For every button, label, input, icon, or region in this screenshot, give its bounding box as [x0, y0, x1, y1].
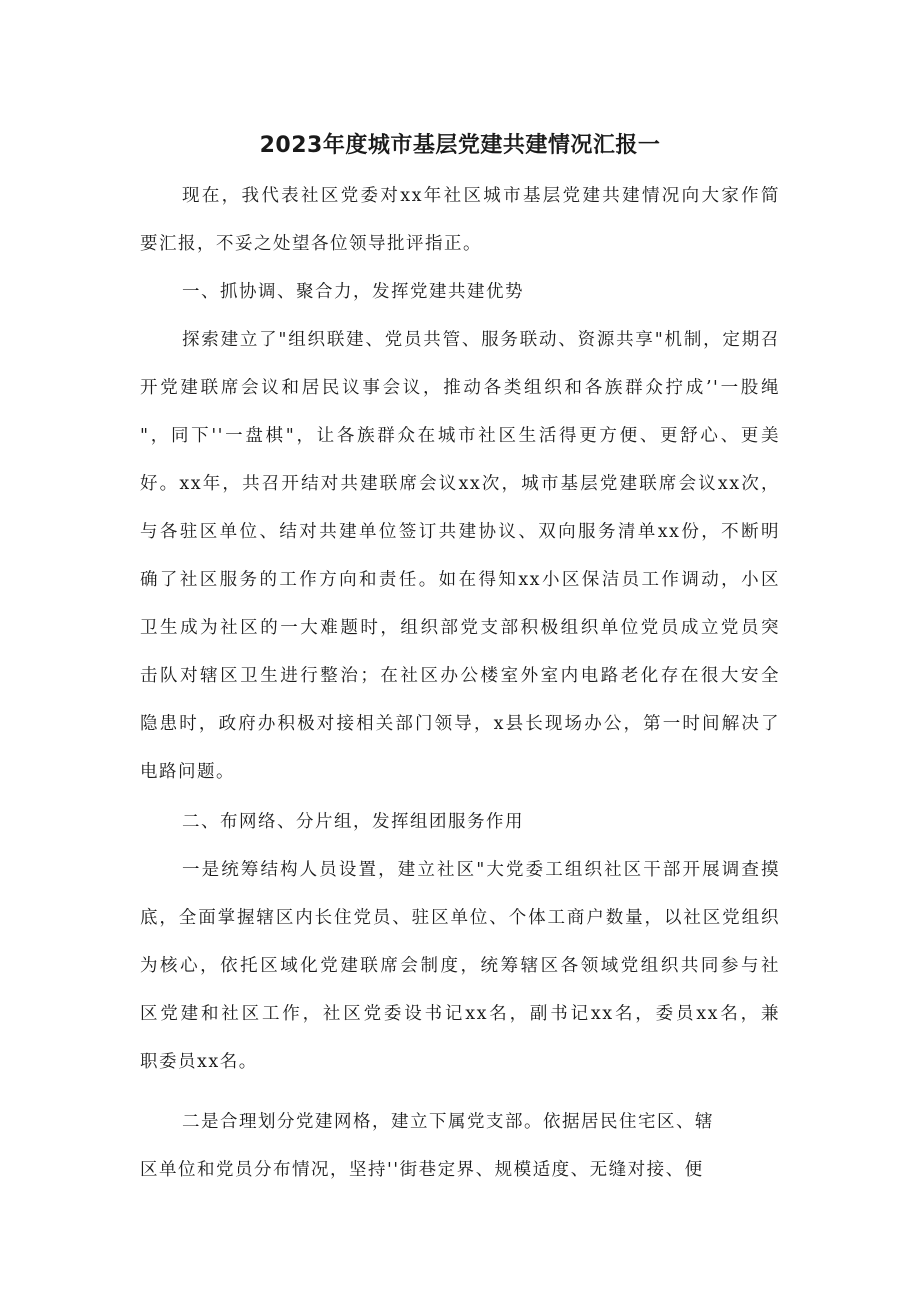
- paragraph-line: 底，全面掌握辖区内长住党员、驻区单位、个体工商户数量，以社区党组织: [140, 908, 780, 928]
- document-title: 2023年度城市基层党建共建情况汇报一: [259, 133, 661, 158]
- paragraph-line: 击队对辖区卫生进行整治；在社区办公楼室外室内电路老化存在很大安全: [140, 666, 780, 686]
- paragraph-line: 与各驻区单位、结对共建单位签订共建协议、双向服务清单xx份，不断明: [140, 522, 780, 542]
- paragraph-line: 隐患时，政府办积极对接相关部门领导，x县长现场办公，第一时间解决了: [140, 714, 780, 734]
- paragraph-line: 好。xx年，共召开结对共建联席会议xx次，城市基层党建联席会议xx次，: [140, 474, 780, 494]
- paragraph-line: 一是统筹结构人员设置，建立社区"大党委工组织社区干部开展调查摸: [182, 860, 780, 880]
- paragraph-line: "，同下''一盘棋"，让各族群众在城市社区生活得更方便、更舒心、更美: [140, 426, 780, 446]
- paragraph-line: 确了社区服务的工作方向和责任。如在得知xx小区保洁员工作调动，小区: [140, 570, 780, 590]
- paragraph-line: 二是合理划分党建网格，建立下属党支部。依据居民住宅区、辖: [182, 1112, 714, 1132]
- paragraph-line: 卫生成为社区的一大难题时，组织部党支部积极组织单位党员成立党员突: [140, 618, 780, 638]
- paragraph-line: 开党建联席会议和居民议事会议，推动各类组织和各族群众拧成’'一股绳: [140, 378, 780, 398]
- paragraph-line: 要汇报，不妥之处望各位领导批评指正。: [140, 234, 482, 254]
- paragraph-line: 电路问题。: [140, 762, 235, 782]
- paragraph-line: 为核心，依托区域化党建联席会制度，统筹辖区各领域党组织共同参与社: [140, 956, 780, 976]
- section-heading: 二、布网络、分片组，发挥组团服务作用: [182, 812, 524, 832]
- paragraph-line: 区党建和社区工作，社区党委设书记xx名，副书记xx名，委员xx名，兼: [140, 1004, 780, 1024]
- section-heading: 一、抓协调、聚合力，发挥党建共建优势: [182, 282, 524, 302]
- paragraph-line: 现在，我代表社区党委对xx年社区城市基层党建共建情况向大家作简: [182, 186, 780, 206]
- paragraph-line: 职委员xx名。: [140, 1052, 258, 1072]
- paragraph-line: 探索建立了"组织联建、党员共管、服务联动、资源共享"机制，定期召: [182, 330, 780, 350]
- paragraph-line: 区单位和党员分布情况，坚持''街巷定界、规模适度、无缝对接、便: [140, 1160, 704, 1180]
